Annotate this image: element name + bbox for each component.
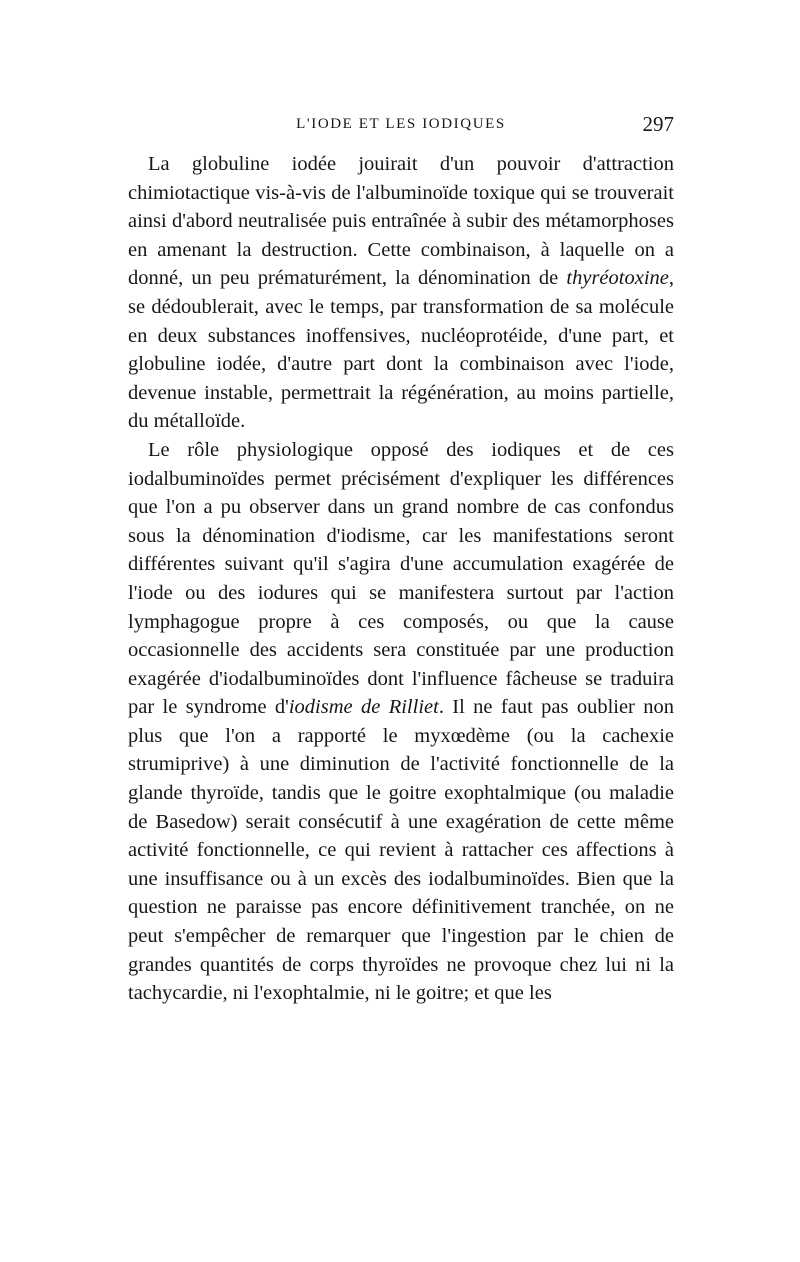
page-number: 297 (642, 112, 674, 136)
body-text (128, 150, 674, 1008)
term-iodisme-de-rilliet: iodisme de Rilliet (288, 696, 439, 719)
paragraph-1 (128, 150, 674, 436)
running-head (128, 112, 674, 142)
paragraph-2-text-end: . Il ne faut pas oublier non plus que l'on a rapporté le myxœdème (ou la cachexie strumiprive) à une diminution de l'activité fonctionnelle de la glande thyroïde, tandis que le goitre exophtalmique (ou maladie de Basedow) serait consécutif à une exagération de cette même activité fonctionnelle, ce qui revient à rattacher ces affections à une insuffisance ou à un excès des iodalbuminoïdes. Bien que la question ne paraisse pas encore définitivement tranchée, on ne peut s'empêcher de remarquer que l'ingestion par le chien de grandes quantités de corps thyroïdes ne provoque chez lui ni la tachycardie, ni l'exophtalmie, ni le goitre; et que les (128, 696, 674, 1005)
paragraph-1-text-end: , se dédoublerait, avec le temps, par transformation de sa molécule en deux substances inoffensives, nucléoprotéide, d'une part, et globuline iodée, d'autre part dont la combinaison avec l'iode, devenue instable, permettrait la régénération, au moins partielle, du métalloïde. (128, 267, 674, 433)
paragraph-2-text-start: Le rôle physiologique opposé des iodiques et de ces iodalbuminoïdes permet précisément d'expliquer les différences que l'on a pu observer dans un grand nombre de cas confondus sous la dénomination d'iodisme, car les manifestations seront différentes suivant qu'il s'agira d'une accumulation exagérée de l'iode ou des iodures qui se manifestera surtout par l'action lymphagogue propre à ces composés, ou que la cause occasionnelle des accidents sera constituée par une production exagérée d'iodalbuminoïdes dont l'influence fâcheuse se traduira par le syndrome d' (128, 438, 674, 719)
paragraph-2 (128, 436, 674, 1008)
running-title: L'IODE ET LES IODIQUES (296, 116, 506, 132)
paragraph-1-text-start: La globuline iodée jouirait d'un pouvoir d'attraction chimiotactique vis-à-vis de l'albuminoïde toxique qui se trouverait ainsi d'abord neutralisée puis entraînée à subir des métamorphoses en amenant la destruction. Cette combinaison, à laquelle on a donné, un peu prématurément, la dénomination de (128, 153, 674, 290)
term-thyreotoxine: thyréotoxine (566, 267, 669, 290)
